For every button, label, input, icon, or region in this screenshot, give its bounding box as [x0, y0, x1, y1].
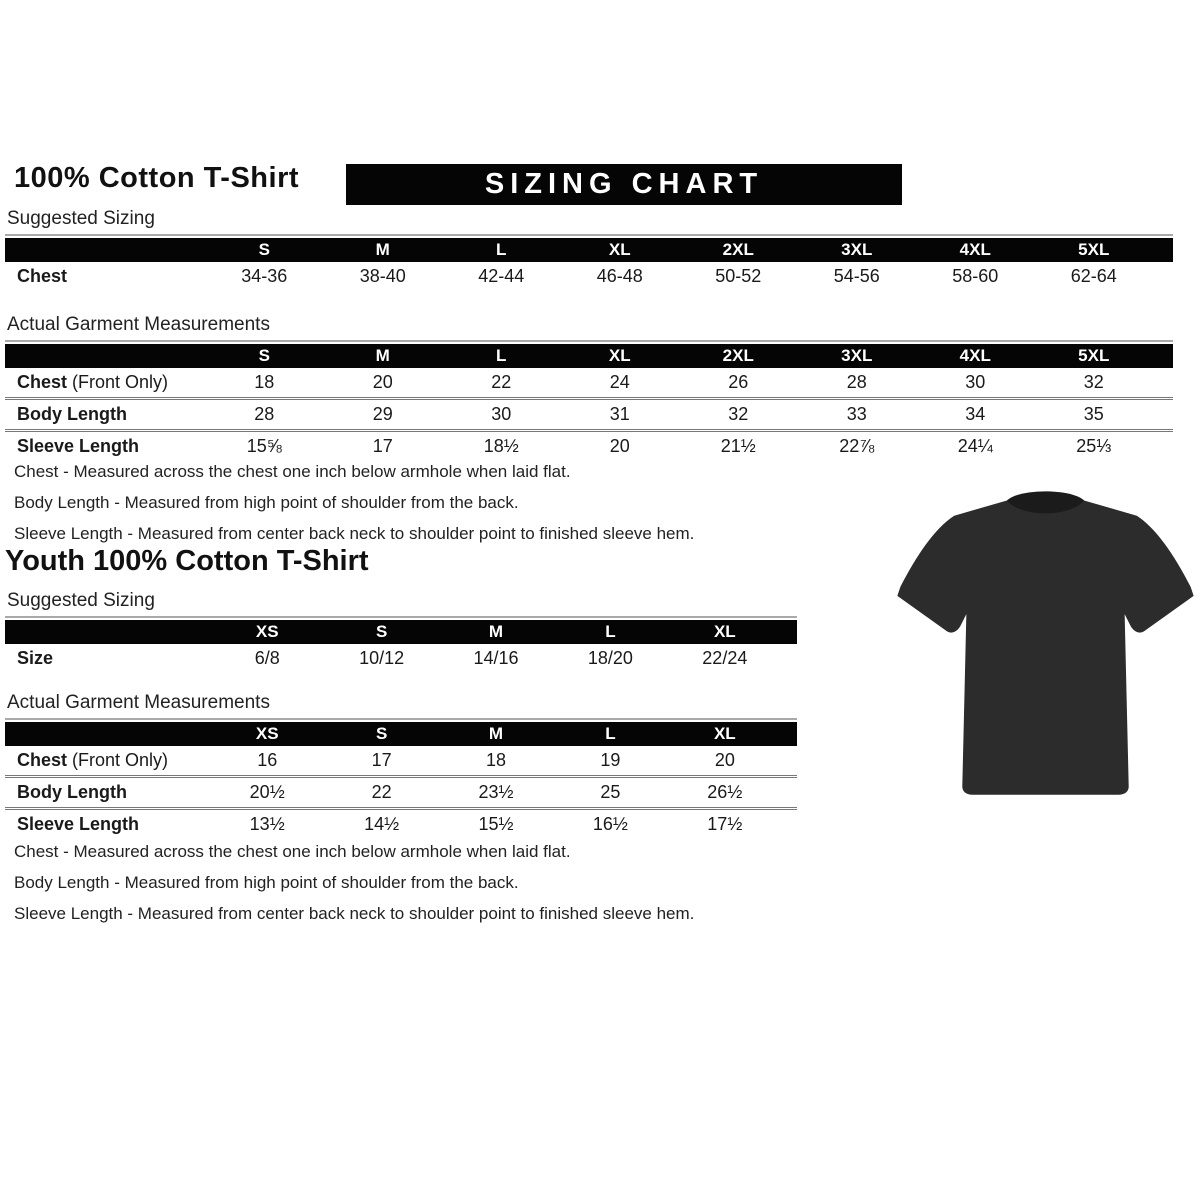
chest-value: 22 [491, 372, 512, 392]
column-header-2xl: 2XL [722, 240, 754, 259]
adult-measurement-notes [14, 462, 694, 555]
chest-value: 19 [600, 750, 621, 770]
size-value: 10/12 [359, 648, 405, 668]
youth-size-row [5, 644, 797, 673]
row-label-text: Chest [17, 750, 68, 770]
column-header-m: M [375, 240, 390, 259]
body-length-value: 26½ [707, 782, 743, 802]
row-label-text: Sleeve Length [17, 436, 140, 456]
adult-sleeve-length-row [5, 429, 1173, 461]
sleeve-length-value: 18½ [483, 436, 519, 456]
sleeve-length-value: 15⅝ [246, 436, 282, 456]
sizing-chart-banner-text: SIZING CHART [484, 168, 764, 200]
row-label-chest-front-only [5, 750, 210, 771]
sleeve-length-value: 17½ [707, 814, 743, 834]
adult-chest-row [5, 368, 1173, 397]
column-header-m: M [488, 724, 504, 743]
youth-measurement-notes [14, 842, 694, 935]
note-body-length: Body Length - Measured from high point of shoulder from the back. [14, 493, 519, 512]
chest-range-value: 62-64 [1070, 266, 1117, 286]
column-header-3xl: 3XL [841, 346, 873, 365]
sleeve-length-value: 15½ [478, 814, 514, 834]
row-label-chest [5, 266, 205, 287]
column-header-3xl: 3XL [841, 240, 873, 259]
body-length-value: 23½ [478, 782, 514, 802]
note-sleeve-length: Sleeve Length - Measured from center back neck to shoulder point to finished sleeve hem. [14, 904, 695, 923]
body-length-value: 32 [728, 404, 749, 424]
adult-suggested-header-row [5, 238, 1173, 262]
chest-value: 20 [714, 750, 735, 770]
body-length-value: 31 [609, 404, 630, 424]
chest-value: 32 [1083, 372, 1104, 392]
youth-chest-row [5, 746, 797, 775]
row-label-suffix: (Front Only) [67, 372, 169, 392]
row-label-text: Chest [17, 266, 68, 286]
chest-range-value: 58-60 [952, 266, 999, 286]
sleeve-length-value: 24¼ [957, 436, 993, 456]
body-length-value: 34 [965, 404, 986, 424]
tshirt-body [897, 492, 1193, 795]
body-length-value: 35 [1083, 404, 1104, 424]
youth-body-length-row [5, 775, 797, 807]
chest-value: 24 [609, 372, 630, 392]
column-header-s: S [258, 240, 270, 259]
chest-value: 30 [965, 372, 986, 392]
tshirt-illustration [893, 468, 1198, 813]
chest-value: 28 [846, 372, 867, 392]
column-header-m: M [488, 622, 504, 641]
page-title: 100% Cotton T-Shirt [14, 162, 300, 194]
row-label-body-length [5, 404, 205, 425]
chest-range-value: 34-36 [241, 266, 288, 286]
sleeve-length-value: 21½ [720, 436, 756, 456]
section-label-actual-measurements: Actual Garment Measurements [5, 692, 797, 720]
note-chest: Chest - Measured across the chest one inch below armhole when laid flat. [14, 842, 571, 861]
youth-sleeve-length-row [5, 807, 797, 839]
row-label-size [5, 648, 210, 669]
chest-value: 17 [371, 750, 392, 770]
tshirt-product-image [893, 468, 1198, 813]
column-header-m: M [375, 346, 390, 365]
chest-value: 26 [728, 372, 749, 392]
column-header-4xl: 4XL [959, 346, 991, 365]
body-length-value: 20½ [249, 782, 285, 802]
column-header-5xl: 5XL [1078, 240, 1110, 259]
column-header-5xl: 5XL [1078, 346, 1110, 365]
sleeve-length-value: 14½ [364, 814, 400, 834]
body-length-value: 33 [846, 404, 867, 424]
chest-value: 18 [254, 372, 275, 392]
sizing-chart-banner [346, 164, 902, 205]
youth-suggested-sizing-table [5, 590, 797, 673]
note-body-length: Body Length - Measured from high point of shoulder from the back. [14, 873, 519, 892]
column-header-s: S [258, 346, 270, 365]
row-label-text: Sleeve Length [17, 814, 140, 834]
chest-range-value: 54-56 [833, 266, 880, 286]
row-label-chest-front-only [5, 372, 205, 393]
chest-value: 18 [486, 750, 507, 770]
row-label-suffix: (Front Only) [67, 750, 169, 770]
row-label-sleeve-length [5, 436, 205, 457]
adult-body-length-row [5, 397, 1173, 429]
chest-range-value: 46-48 [596, 266, 643, 286]
adult-chest-range-row [5, 262, 1173, 291]
column-header-xs: XS [255, 622, 279, 641]
row-label-text: Chest [17, 372, 68, 392]
body-length-value: 22 [371, 782, 392, 802]
section-label-suggested-sizing: Suggested Sizing [5, 590, 797, 618]
row-label-text: Body Length [17, 404, 127, 424]
size-value: 14/16 [473, 648, 519, 668]
adult-actual-measurements-table [5, 314, 1173, 461]
adult-suggested-sizing-table [5, 208, 1173, 291]
sleeve-length-value: 16½ [592, 814, 628, 834]
chest-range-value: 42-44 [478, 266, 525, 286]
note-chest: Chest - Measured across the chest one inch below armhole when laid flat. [14, 462, 571, 481]
size-value: 18/20 [587, 648, 633, 668]
section-label-suggested-sizing: Suggested Sizing [5, 208, 1173, 236]
column-header-xl: XL [713, 622, 736, 641]
chest-range-value: 38-40 [359, 266, 406, 286]
youth-actual-header-row [5, 722, 797, 746]
note-sleeve-length: Sleeve Length - Measured from center back neck to shoulder point to finished sleeve hem. [14, 524, 695, 543]
row-label-body-length [5, 782, 210, 803]
sleeve-length-value: 20 [609, 436, 630, 456]
adult-actual-header-row [5, 344, 1173, 368]
column-header-l: L [605, 622, 616, 641]
column-header-xl: XL [713, 724, 736, 743]
size-value: 6/8 [254, 648, 280, 668]
row-label-text: Body Length [17, 782, 127, 802]
section-label-actual-measurements: Actual Garment Measurements [5, 314, 1173, 342]
column-header-4xl: 4XL [959, 240, 991, 259]
row-label-sleeve-length [5, 814, 210, 835]
sleeve-length-value: 17 [372, 436, 393, 456]
youth-section-title: Youth 100% Cotton T-Shirt [5, 545, 369, 577]
size-value: 22/24 [702, 648, 748, 668]
column-header-s: S [375, 622, 388, 641]
youth-suggested-header-row [5, 620, 797, 644]
body-length-value: 28 [254, 404, 275, 424]
sleeve-length-value: 25⅓ [1076, 436, 1112, 456]
sleeve-length-value: 22⅞ [839, 436, 875, 456]
sleeve-length-value: 13½ [249, 814, 285, 834]
youth-actual-measurements-table [5, 692, 797, 839]
column-header-s: S [375, 724, 388, 743]
body-length-value: 30 [491, 404, 512, 424]
chest-range-value: 50-52 [715, 266, 762, 286]
chest-value: 20 [372, 372, 393, 392]
column-header-l: L [496, 240, 507, 259]
row-label-text: Size [17, 648, 54, 668]
column-header-2xl: 2XL [722, 346, 754, 365]
column-header-xl: XL [608, 346, 631, 365]
column-header-l: L [496, 346, 507, 365]
column-header-xs: XS [255, 724, 279, 743]
chest-value: 16 [257, 750, 278, 770]
body-length-value: 29 [372, 404, 393, 424]
column-header-l: L [605, 724, 616, 743]
body-length-value: 25 [600, 782, 621, 802]
column-header-xl: XL [608, 240, 631, 259]
